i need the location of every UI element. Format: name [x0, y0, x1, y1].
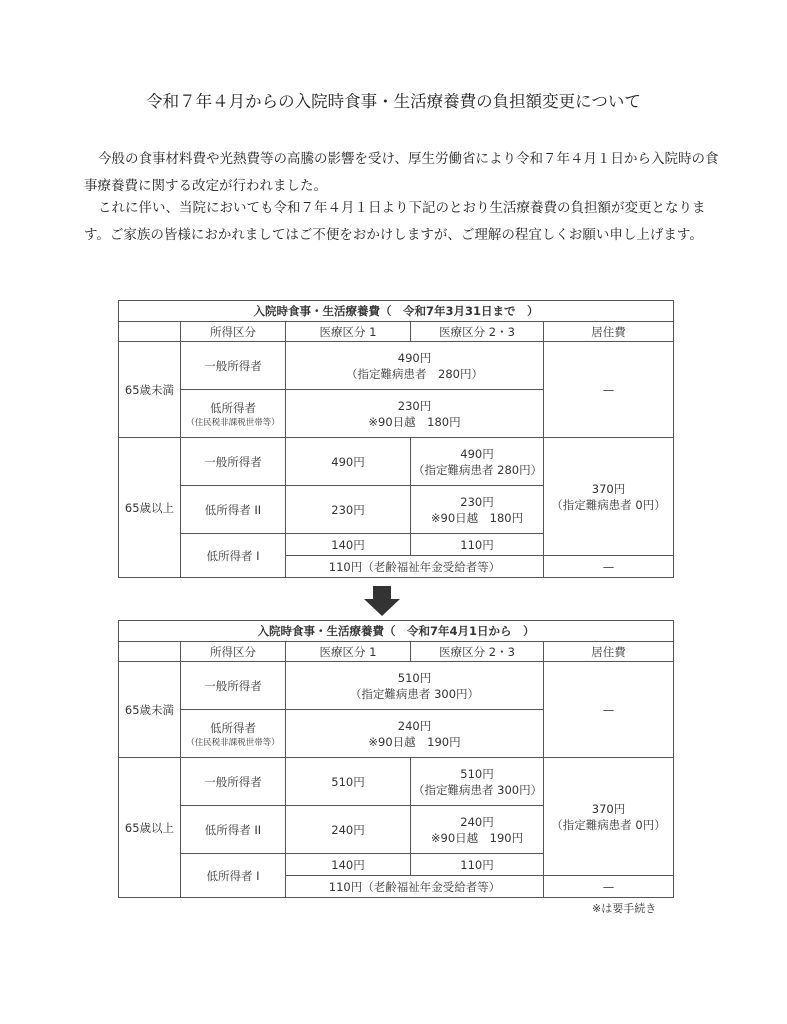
row-low2: 低所得者 II — [181, 486, 286, 534]
residence-dash: — — [544, 342, 674, 438]
row-over65: 65歳以上 — [119, 438, 181, 578]
residence-dash: — — [544, 662, 674, 758]
residence-dash: — — [544, 556, 674, 578]
row-low1: 低所得者 I — [181, 854, 286, 898]
fee-cell: 510円 （指定難病患者 300円） — [286, 662, 544, 710]
fee-cell: 490円 — [286, 438, 411, 486]
fee-cell: 240円 ※90日越 190円 — [286, 710, 544, 758]
col-med1: 医療区分 1 — [286, 642, 411, 662]
fee-cell: 240円 ※90日越 190円 — [411, 806, 544, 854]
residence-cell: 370円 （指定難病患者 0円） — [544, 758, 674, 876]
table-header: 入院時食事・生活療養費（ 令和7年4月1日から ） — [119, 621, 674, 642]
fee-cell: 110円（老齢福祉年金受給者等） — [286, 876, 544, 898]
fee-cell: 140円 — [286, 854, 411, 876]
fee-cell: 490円 （指定難病患者 280円） — [411, 438, 544, 486]
footnote: ※は要手続き — [592, 902, 657, 915]
change-paragraph: これに伴い、当院においても令和７年４月１日より下記のとおり生活療養費の負担額が変更となります。ご家族の皆様におかれましてはご不便をおかけしますが、ご理解の程宜しくお願い申し上げます。 — [84, 200, 706, 243]
fee-cell: 230円 ※90日越 180円 — [411, 486, 544, 534]
row-under65: 65歳未満 — [119, 342, 181, 438]
intro-paragraph: 今般の食事材料費や光熱費等の高騰の影響を受け、厚生労働省により令和７年４月１日から入院時の食事療養費に関する改定が行われました。 — [84, 151, 719, 194]
row-general: 一般所得者 — [181, 438, 286, 486]
fee-cell: 110円 — [411, 534, 544, 556]
fee-table-before — [118, 300, 674, 578]
table-header: 入院時食事・生活療養費（ 令和7年3月31日まで ） — [119, 301, 674, 322]
col-income: 所得区分 — [181, 322, 286, 342]
row-low: 低所得者 （住民税非課税世帯等） — [181, 390, 286, 438]
residence-dash: — — [544, 876, 674, 898]
fee-cell: 230円 ※90日越 180円 — [286, 390, 544, 438]
col-med1: 医療区分 1 — [286, 322, 411, 342]
page-title: 令和７年４月からの入院時食事・生活療養費の負担額変更について — [146, 92, 641, 111]
residence-cell: 370円 （指定難病患者 0円） — [544, 438, 674, 556]
col-med23: 医療区分 2・3 — [411, 322, 544, 342]
down-arrow-icon — [362, 586, 402, 616]
fee-cell: 110円（老齢福祉年金受給者等） — [286, 556, 544, 578]
fee-cell: 490円 （指定難病患者 280円） — [286, 342, 544, 390]
row-over65: 65歳以上 — [119, 758, 181, 898]
fee-cell: 510円 （指定難病患者 300円） — [411, 758, 544, 806]
col-residence: 居住費 — [544, 642, 674, 662]
row-low2: 低所得者 II — [181, 806, 286, 854]
col-residence: 居住費 — [544, 322, 674, 342]
fee-cell: 110円 — [411, 854, 544, 876]
fee-cell: 230円 — [286, 486, 411, 534]
row-general: 一般所得者 — [181, 662, 286, 710]
row-low1: 低所得者 I — [181, 534, 286, 578]
row-under65: 65歳未満 — [119, 662, 181, 758]
row-general: 一般所得者 — [181, 758, 286, 806]
fee-cell: 510円 — [286, 758, 411, 806]
fee-table-after — [118, 620, 674, 898]
col-income: 所得区分 — [181, 642, 286, 662]
fee-cell: 240円 — [286, 806, 411, 854]
col-med23: 医療区分 2・3 — [411, 642, 544, 662]
row-low: 低所得者 （住民税非課税世帯等） — [181, 710, 286, 758]
row-general: 一般所得者 — [181, 342, 286, 390]
fee-cell: 140円 — [286, 534, 411, 556]
